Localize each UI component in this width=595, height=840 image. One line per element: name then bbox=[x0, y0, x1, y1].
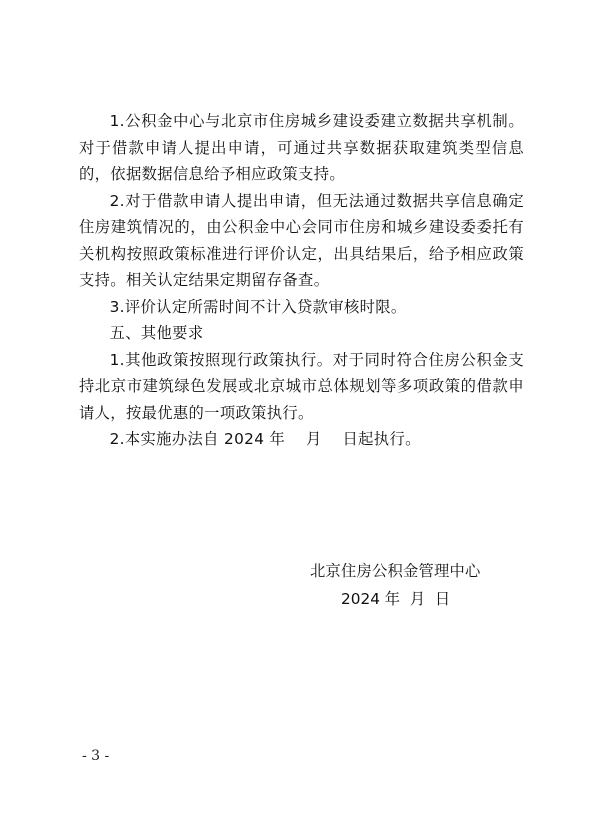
paragraph-other-policies: 1.其他政策按照现行政策执行。对于同时符合住房公积金支持北京市建筑绿色发展或北京城市总体规划等多项政策的借款申请人，按最优惠的一项政策执行。 bbox=[79, 350, 524, 422]
paragraph-time-limit: 3.评价认定所需时间不计入贷款审核时限。 bbox=[109, 297, 407, 316]
document-body bbox=[79, 108, 524, 453]
section-heading-other-requirements: 五、其他要求 bbox=[109, 324, 204, 342]
paragraph-effective-date: 2.本实施办法自 2024 年 月 日起执行。 bbox=[109, 430, 421, 448]
paragraph-evaluation: 2.对于借款申请人提出申请，但无法通过数据共享信息确定住房建筑情况的，由公积金中心会同市住房和城乡建设委委托有关机构按照政策标准进行评价认定，出具结果后，给予相应政策支持。相关认定结果定期留存备查。 bbox=[79, 191, 524, 289]
paragraph-data-sharing: 1.公积金中心与北京市住房城乡建设委建立数据共享机制。对于借款申请人提出申请，可通过共享数据获取建筑类型信息的，依据数据信息给予相应政策支持。 bbox=[79, 112, 524, 183]
page-number: - 3 - bbox=[82, 748, 110, 764]
signature-organization: 北京住房公积金管理中心 bbox=[310, 562, 481, 580]
signature-date: 2024 年 月 日 bbox=[341, 590, 451, 608]
